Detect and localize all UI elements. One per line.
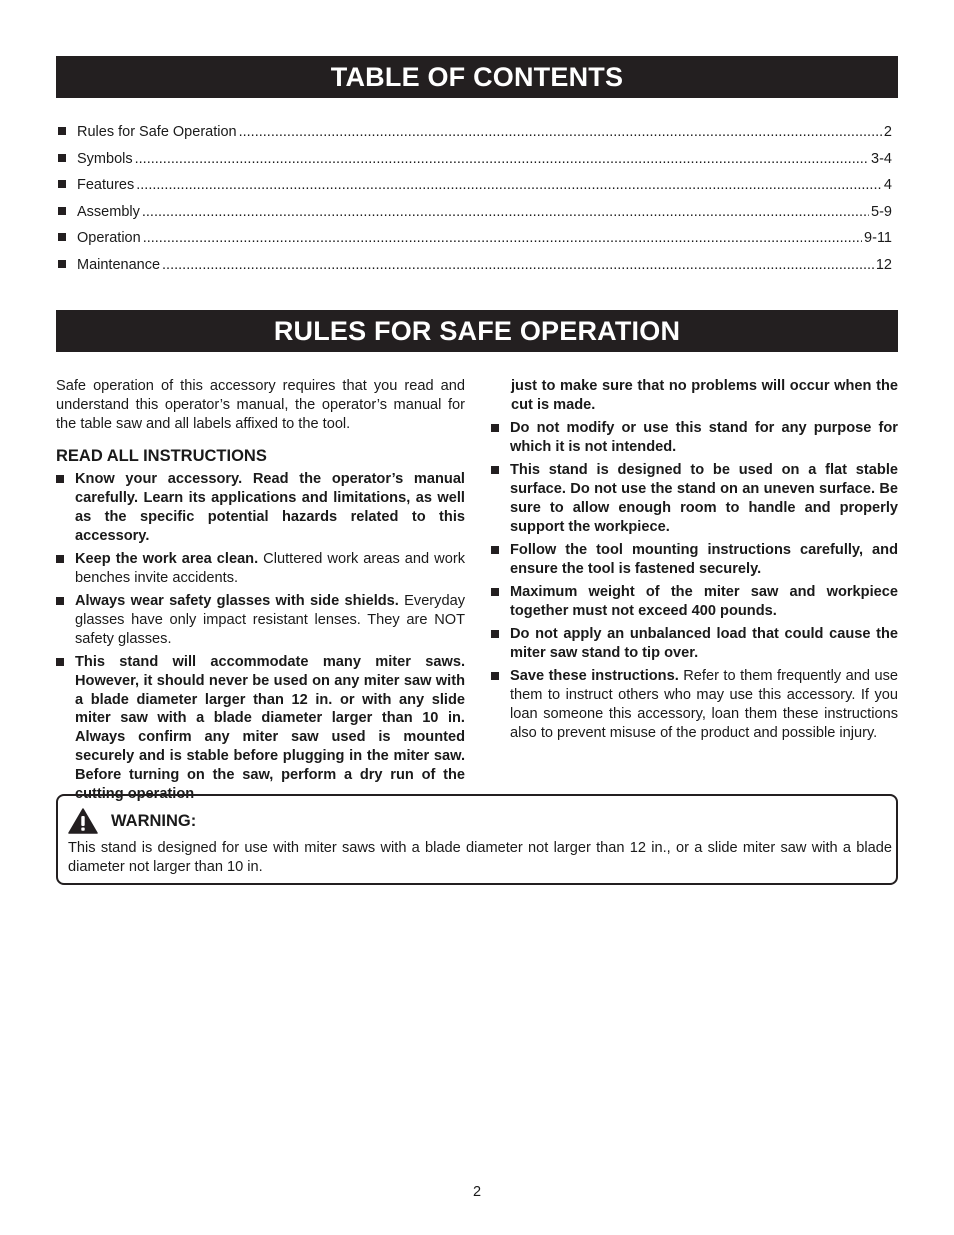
rule-item — [491, 419, 898, 457]
rule-bold-text: This stand is designed to be used on a flat stable surface. Do not use the stand on an uneven surface. Be sure to allow enough room to handle and properly support the workpiece. — [510, 462, 898, 535]
rule-normal-text: Everyday glasses have only impact resistant lenses. They are NOT safety glasses. — [75, 593, 465, 647]
rule-item — [56, 653, 465, 803]
rules-left-column — [56, 377, 465, 808]
toc-entry-page: 3-4 — [871, 150, 892, 167]
toc-entry-label: Features — [77, 177, 135, 193]
rule-item — [491, 461, 898, 536]
rule-bold-text: Do not modify or use this stand for any purpose for which it is not intended. — [510, 420, 898, 455]
read-all-heading: READ ALL INSTRUCTIONS — [56, 447, 267, 466]
rule-normal-text: Refer to them frequently and use them to instruct others who may use this accessory. If you loan someone this accessory, loan them these instructions also to prevent misuse of the product and possible injury. — [510, 668, 898, 741]
bullet-square-icon — [58, 127, 66, 135]
bullet-square-icon — [56, 597, 64, 605]
bullet-square-icon — [58, 260, 66, 268]
toc-leader-dots — [162, 256, 874, 274]
rule-bold-text: This stand will accommodate many miter saws. However, it should never be used on any miter saw with a blade diameter larger than 12 in. or with any slide miter saw with a blade diameter larger than 10 in. Always confirm any miter saw used is mounted securely and is stable before plugging in the miter saw. Before turning on the saw, perform a dry run of the cutting operation — [75, 654, 465, 802]
rule-bold-text: Always wear safety glasses with side shields. — [75, 593, 399, 610]
toc-entry-label: Maintenance — [77, 256, 161, 273]
rule-bold-text: Save these instructions. — [510, 668, 679, 685]
bullet-square-icon — [491, 424, 499, 432]
toc-leader-dots — [142, 203, 869, 221]
toc-entry-page: 4 — [883, 177, 892, 193]
page-number: 2 — [472, 1184, 482, 1200]
toc-entry — [58, 256, 892, 283]
bullet-square-icon — [491, 630, 499, 638]
toc-entry-page: 5-9 — [871, 203, 892, 220]
bullet-square-icon — [491, 466, 499, 474]
warning-triangle-icon — [68, 808, 98, 834]
rule-item — [56, 550, 465, 588]
rule-bold-text: Do not apply an unbalanced load that could cause the miter saw stand to tip over. — [510, 626, 898, 661]
table-of-contents — [58, 123, 892, 282]
bullet-square-icon — [58, 207, 66, 215]
toc-entry-label: Rules for Safe Operation — [77, 124, 237, 140]
rule-bold-text: Maximum weight of the miter saw and workpiece together must not exceed 400 pounds. — [510, 583, 898, 619]
warning-header — [68, 808, 196, 834]
warning-box — [56, 794, 898, 885]
bullet-square-icon — [491, 672, 499, 680]
toc-entry-label: Symbols — [77, 150, 133, 167]
toc-entry — [58, 203, 892, 230]
rule-item — [491, 583, 898, 621]
bullet-square-icon — [491, 588, 499, 596]
bullet-square-icon — [56, 658, 64, 666]
rules-title: RULES FOR SAFE OPERATION — [56, 310, 898, 352]
toc-entry-label: Assembly — [77, 203, 140, 220]
rule-continuation: just to make sure that no problems will occur when the cut is made. — [511, 378, 898, 413]
rules-right-column — [491, 377, 898, 747]
rule-item — [491, 625, 898, 663]
rule-item — [491, 541, 898, 579]
rule-item — [56, 470, 465, 545]
rule-item — [491, 667, 898, 742]
rule-item — [56, 592, 465, 648]
toc-entry — [58, 176, 892, 203]
toc-entry — [58, 150, 892, 177]
rule-normal-text: Cluttered work areas and work benches invite accidents. — [75, 551, 465, 586]
rule-bold-text: Know your accessory. Read the operator’s manual carefully. Learn its applications and limitations, as well as the specific potential hazards related to this accessory. — [75, 471, 465, 544]
rules-intro: Safe operation of this accessory requires that you read and understand this operator’s manual, the operator’s manual for the table saw and all labels affixed to the tool. — [56, 378, 465, 432]
bullet-square-icon — [58, 154, 66, 162]
toc-leader-dots — [239, 123, 882, 141]
toc-entry — [58, 123, 892, 150]
toc-entry-label: Operation — [77, 230, 141, 246]
toc-entry-page: 2 — [883, 124, 892, 140]
toc-leader-dots — [143, 229, 862, 247]
warning-title: WARNING: — [111, 811, 197, 830]
bullet-square-icon — [58, 233, 66, 241]
toc-leader-dots — [135, 150, 869, 168]
bullet-square-icon — [56, 475, 64, 483]
rule-bold-text: Keep the work area clean. — [75, 551, 259, 568]
toc-leader-dots — [136, 176, 882, 194]
rule-bold-text: Follow the tool mounting instructions carefully, and ensure the tool is fastened securely. — [510, 541, 898, 577]
bullet-square-icon — [56, 555, 64, 563]
toc-title: TABLE OF CONTENTS — [56, 56, 898, 98]
warning-text: This stand is designed for use with miter saws with a blade diameter not larger than 12 in., or a slide miter saw with a blade diameter not larger than 10 in. — [68, 840, 892, 875]
toc-entry-page: 9-11 — [864, 230, 892, 246]
bullet-square-icon — [491, 546, 499, 554]
toc-entry-page: 12 — [875, 256, 892, 273]
bullet-square-icon — [58, 180, 66, 188]
toc-entry — [58, 229, 892, 256]
